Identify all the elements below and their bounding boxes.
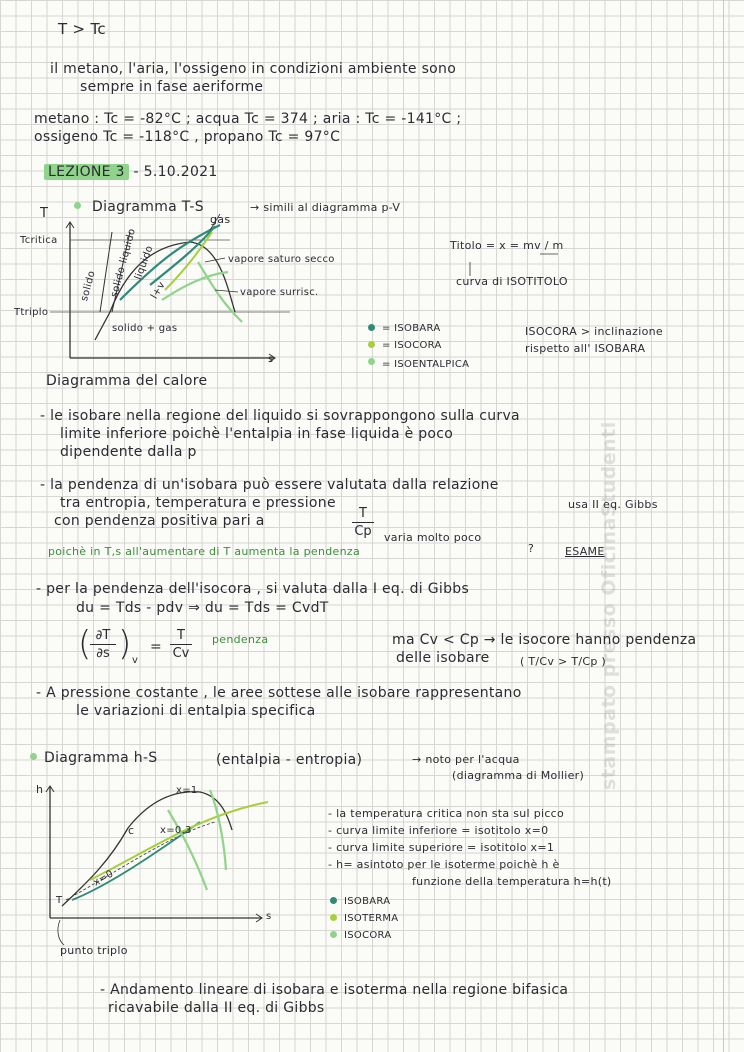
lesson-date: - 5.10.2021 xyxy=(133,164,218,180)
hs-c-label: c xyxy=(128,824,135,837)
calore-p3-line-2: du = Tds - pdv ⇒ du = Tds = CvdT xyxy=(76,600,329,616)
calore-varia-note: varia molto poco xyxy=(384,531,482,544)
calore-p4-line-2: le variazioni di entalpia specifica xyxy=(76,703,316,719)
hs-triple-pointer xyxy=(58,920,64,945)
ts-ttriple-label: Ttriplo xyxy=(14,307,49,318)
deriv-eq: = xyxy=(150,639,163,655)
hs-x0-label: x=0 xyxy=(91,868,116,889)
hs-bullet-3: - curva limite superiore = isotitolo x=1 xyxy=(328,841,555,854)
footer-line-2: ricavabile dalla II eq. di Gibbs xyxy=(108,1000,325,1016)
calore-p2-line-3: con pendenza positiva pari a xyxy=(54,513,265,529)
calore-p3-right-1: ma Cv < Cp → le isocore hanno pendenza xyxy=(392,632,697,648)
calore-p3-line-1: - per la pendenza dell'isocora , si valuta dalla I eq. di Gibbs xyxy=(36,581,470,597)
frac-num: T xyxy=(359,506,367,521)
hs-bullet-4: - h= asintoto per le isoterme poichè h è xyxy=(328,858,560,871)
hs-t-label: T xyxy=(56,895,63,906)
hs-x1-label: x=1 xyxy=(176,785,198,796)
footer-line-1: - Andamento lineare di isobara e isoterma nella regione bifasica xyxy=(100,982,569,998)
hs-subtitle: (entalpia - entropia) xyxy=(216,752,363,768)
calore-question: ? xyxy=(528,542,535,555)
hs-x03-label: x=0.3 xyxy=(160,825,192,836)
legend-isocora-label: = ISOCORA xyxy=(382,340,442,351)
ts-lv-label: l+v xyxy=(149,279,168,301)
legend-note-1: ISOCORA > inclinazione xyxy=(525,325,663,338)
legend-note-2: rispetto all' ISOBARA xyxy=(525,342,646,355)
deriv-lhs-den: ∂s xyxy=(96,646,110,661)
deriv-lhs-num: ∂T xyxy=(95,628,111,643)
intro-line-2: sempre in fase aeriforme xyxy=(80,79,264,95)
hs-bullet-1: - la temperatura critica non sta sul picco xyxy=(328,807,565,820)
ts-axis-t-label: T xyxy=(40,206,49,221)
calore-p1-line-1: - le isobare nella regione del liquido si sovrappongono sulla curva xyxy=(40,408,520,424)
calore-p1-line-3: dipendente dalla p xyxy=(60,444,197,460)
calore-title: Diagramma del calore xyxy=(46,373,208,389)
calore-p2-note: poichè in T,s all'aumentare di T aumenta la pendenza xyxy=(48,545,360,558)
hs-isoterma-curve xyxy=(90,802,268,880)
deriv-sub: v xyxy=(132,655,139,666)
paren-close: ) xyxy=(118,624,132,664)
ts-solido-liquido-label: solido-liquido xyxy=(109,227,138,299)
hs-legend-isobara: ISOBARA xyxy=(344,896,391,907)
lesson-label: LEZIONE 3 xyxy=(44,164,129,180)
ts-title: Diagramma T-S xyxy=(92,199,204,215)
calore-p2-line-1: - la pendenza di un'isobara può essere valutata dalla relazione xyxy=(40,477,499,493)
hs-isotitolo-dashed xyxy=(66,822,215,900)
calore-p1-line-2: limite inferiore poichè l'entalpia in fase liquida è poco xyxy=(60,426,454,442)
paren-open: ( xyxy=(78,624,92,664)
hs-bullet-2: - curva limite inferiore = isotitolo x=0 xyxy=(328,824,549,837)
calore-p4-line-1: - A pressione costante , le aree sottese alle isobare rappresentano xyxy=(36,685,522,701)
frac-den: Cp xyxy=(354,524,372,539)
calore-p2-line-2: tra entropia, temperatura e pressione xyxy=(60,495,336,511)
hs-mollier: (diagramma di Mollier) xyxy=(452,769,585,782)
curva-isotitolo-label: curva di ISOTITOLO xyxy=(456,275,568,288)
hs-arrow-note: → noto per l'acqua xyxy=(412,753,520,766)
intro-line-3: metano : Tc = -82°C ; acqua Tc = 374 ; aria : Tc = -141°C ; xyxy=(34,111,462,127)
hs-legend-isocora-dot xyxy=(330,931,337,938)
hs-title: Diagramma h-S xyxy=(44,750,158,766)
ts-axis-s-label: s xyxy=(268,354,274,365)
calore-inequality: ( T/Cv > T/Cp ) xyxy=(520,655,606,668)
titolo-definition: Titolo = x = mv / m xyxy=(450,239,564,252)
heading: T > Tc xyxy=(58,20,106,38)
hs-axis-h-label: h xyxy=(36,783,44,796)
ts-solido-gas-label: solido + gas xyxy=(112,323,178,334)
deriv-rhs-num: T xyxy=(177,628,185,643)
hs-punto-triplo: punto triplo xyxy=(60,944,128,957)
ts-tcrit-label: Tcritica xyxy=(20,235,58,246)
legend-isobara-label: = ISOBARA xyxy=(382,323,441,334)
ts-vapore-surr-label: vapore surrisc. xyxy=(240,287,319,298)
hs-legend-isoterma-dot xyxy=(330,914,337,921)
hs-axis-s-label: s xyxy=(266,911,272,922)
calore-gibbs-note: usa II eq. Gibbs xyxy=(568,498,658,511)
deriv-pendenza: pendenza xyxy=(212,633,269,646)
intro-line-1: il metano, l'aria, l'ossigeno in condizioni ambiente sono xyxy=(50,61,457,77)
deriv-rhs-den: Cv xyxy=(172,646,190,661)
ts-gas-label: gas xyxy=(210,213,231,226)
legend-isoentalpica-label: = ISOENTALPICA xyxy=(382,359,470,370)
ts-vapore-saturo-label: vapore saturo secco xyxy=(228,254,335,265)
hs-legend-isobara-dot xyxy=(330,897,337,904)
watermark: stampato presso OficinaStudenti xyxy=(598,421,620,790)
intro-line-4: ossigeno Tc = -118°C , propano Tc = 97°C xyxy=(34,129,341,145)
hs-legend-isoterma: ISOTERMA xyxy=(344,913,399,924)
hs-bullet-5: funzione della temperatura h=h(t) xyxy=(412,875,612,888)
ts-liquido-label: liquido xyxy=(133,244,156,282)
hs-legend-isocora: ISOCORA xyxy=(344,930,392,941)
ts-arrow-note: → simili al diagramma p-V xyxy=(250,201,401,214)
calore-esame: ESAME xyxy=(565,545,605,558)
ts-solido-label: solido xyxy=(79,269,98,303)
calore-p3-right-2: delle isobare xyxy=(396,650,490,666)
